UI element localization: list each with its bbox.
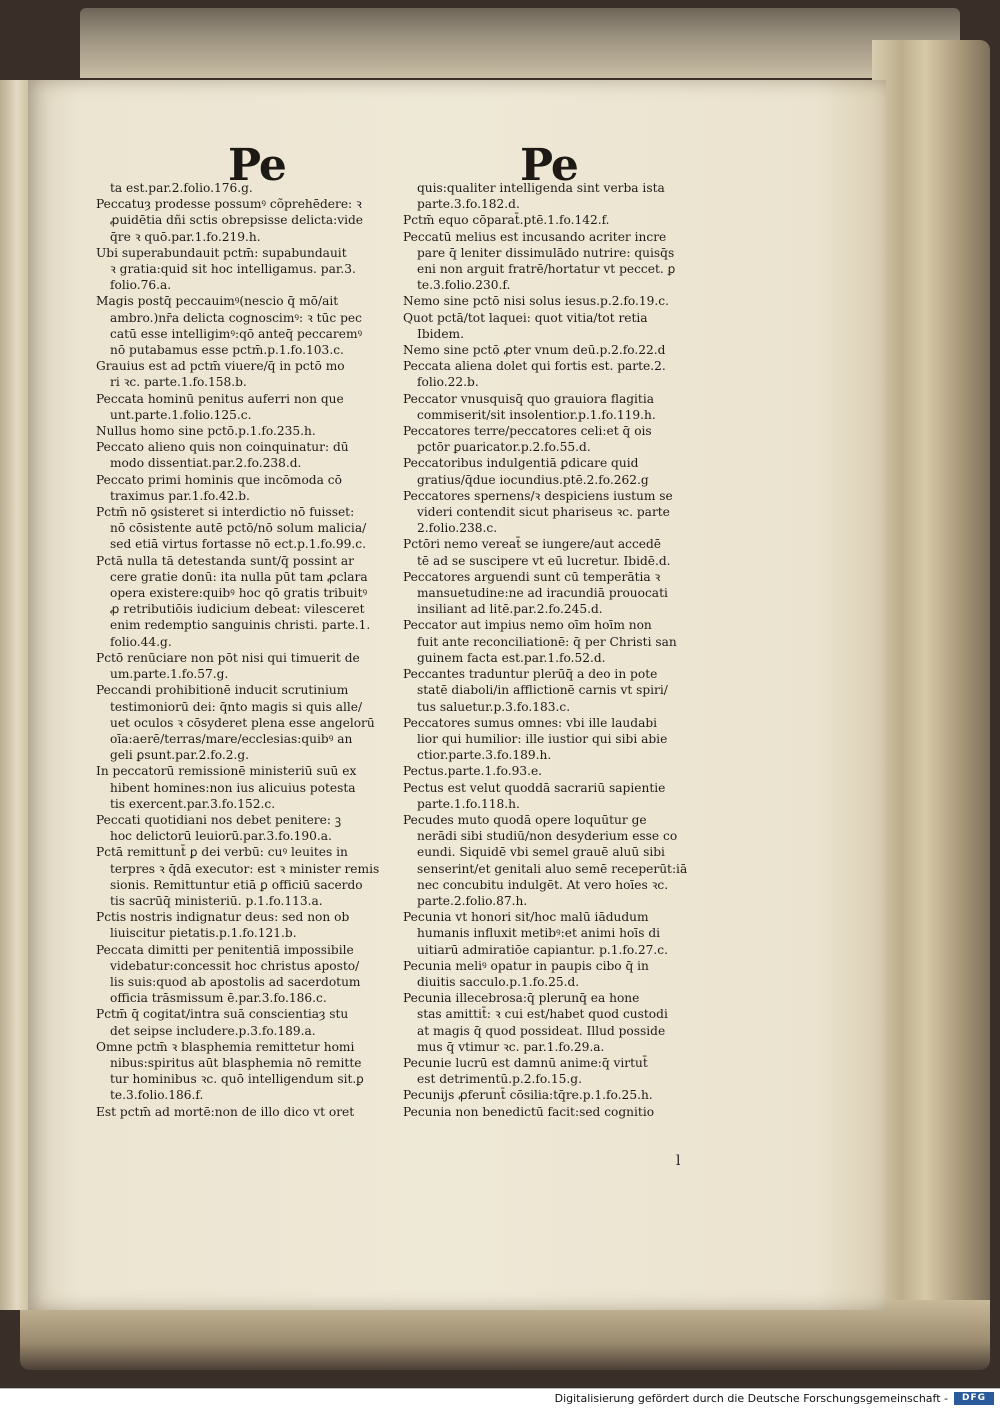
index-line: enim redemptio sanguinis christi. parte.1.: [110, 618, 371, 633]
index-line: Omne pctm̄ ꝛ blasphemia remittetur homi: [96, 1039, 355, 1054]
index-line: Pctis nostris indignatur deus: sed non ob: [96, 910, 350, 925]
index-line: folio.76.a.: [110, 278, 172, 293]
index-line: Pctō renūciare non pōt nisi qui timuerit de: [96, 650, 360, 665]
index-line: Peccati quotidiani nos debet penitere: ꝫ: [96, 812, 342, 827]
index-line: nō putabamus esse pctm̄.p.1.fo.103.c.: [110, 343, 344, 358]
funding-credit: Digitalisierung gefördert durch die Deutsche Forschungsgemeinschaft -: [554, 1392, 948, 1405]
index-line: parte.3.fo.182.d.: [417, 197, 520, 212]
index-line: Magis postq̄ peccauimꝰ(nescio q̄ mō/ait: [96, 294, 339, 309]
index-line: hibent homines:non ius alicuius potesta: [110, 780, 356, 795]
index-line: Peccatoribus indulgentiā ꝑdicare quid: [403, 456, 639, 471]
index-line: eundi. Siquidē vbi semel grauē aluū sibi: [417, 845, 665, 860]
index-line: Nemo sine pctō nisi solus iesus.p.2.fo.19.c.: [403, 294, 669, 309]
signature-mark: l: [676, 1153, 681, 1169]
index-line: geli ꝑsunt.par.2.fo.2.g.: [110, 748, 250, 763]
index-line: Pctm̄ equo cōparat̄.ptē.1.fo.142.f.: [403, 213, 610, 228]
index-line: Peccatū melius est incusando acriter incre: [403, 229, 667, 244]
index-line: guinem facta est.par.1.fo.52.d.: [417, 650, 606, 665]
index-line: Est pctm̄ ad mortē:non de illo dico vt oret: [96, 1104, 355, 1119]
index-line: tē ad se suscipere vt eū lucretur. Ibidē.d.: [417, 553, 671, 568]
index-line: Grauius est ad pctm̄ viuere/q̄ in pctō mo: [96, 359, 345, 374]
index-line: cere gratie donū: ita nulla pūt tam ꝓclara: [110, 569, 368, 584]
index-line: te.3.folio.186.f.: [110, 1088, 204, 1103]
index-line: Pctm̄ nō ꝯsisteret si interdictio nō fuisset:: [96, 505, 355, 520]
index-line: Nemo sine pctō ꝓter vnum deū.p.2.fo.22.d: [403, 343, 666, 358]
index-line: ambro.)nr̄a delicta cognoscimꝰ: ꝛ tūc pec: [110, 310, 362, 325]
index-line: Nullus homo sine pctō.p.1.fo.235.h.: [96, 424, 316, 439]
index-line: Pecunia vt honori sit/hoc malū iādudum: [403, 910, 649, 925]
index-line: um.parte.1.fo.57.g.: [110, 667, 229, 682]
column-heading-right: Pe: [520, 140, 578, 191]
index-line: uitiarū admiratiōe capiantur. p.1.fo.27.c.: [417, 942, 668, 957]
index-line: lior qui humilior: ille iustior qui sibi abie: [417, 731, 668, 746]
index-line: traximus par.1.fo.42.b.: [110, 488, 250, 503]
dfg-logo: DFG: [954, 1392, 994, 1405]
index-line: Peccatuȝ prodesse possumꝰ cõprehēdere: ꝛ: [96, 197, 362, 212]
index-line: quis:qualiter intelligenda sint verba ista: [417, 181, 665, 195]
index-line: Peccata dimitti per penitentiā impossibile: [96, 942, 354, 957]
index-line: eni non arguit fratrē/hortatur vt peccet. ꝑ: [417, 262, 676, 277]
index-line: ꝓ retributiōis iudicium debeat: vilesceret: [110, 602, 365, 617]
index-line: diuitis sacculo.p.1.fo.25.d.: [417, 974, 580, 989]
index-line: folio.44.g.: [110, 634, 172, 649]
left-page-edge: [0, 80, 28, 1310]
index-line: Peccata aliena dolet qui fortis est. parte.2.: [403, 359, 666, 374]
index-line: est detrimentū.p.2.fo.15.g.: [417, 1072, 582, 1087]
index-line: humanis influxit metibꝰ:et animi hoīs di: [417, 926, 661, 941]
index-line: videri contendit sicut phariseus ꝛc. parte: [417, 505, 670, 520]
index-line: parte.2.folio.87.h.: [417, 893, 528, 908]
index-line: hoc delictorū leuiorū.par.3.fo.190.a.: [110, 829, 332, 844]
index-line: lis suis:quod ab apostolis ad sacerdotum: [110, 974, 361, 989]
index-line: videbatur:concessit hoc christus aposto/: [110, 958, 360, 973]
index-line: opera existere:quibꝰ hoc qō gratis tribuitꝰ: [110, 586, 368, 601]
index-line: Peccato primi hominis que incōmoda cō: [96, 472, 342, 487]
index-line: det seipse includere.p.3.fo.189.a.: [110, 1023, 316, 1038]
index-line: 2.folio.238.c.: [417, 521, 498, 536]
index-column-right: [403, 180, 708, 1120]
index-line: Pecunie lucrū est damnū anime:q̄ virtut̄: [403, 1055, 648, 1070]
index-line: te.3.folio.230.f.: [417, 278, 511, 293]
index-line: nibus:spiritus aūt blasphemia nō remitte: [110, 1055, 362, 1070]
index-line: modo dissentiat.par.2.fo.238.d.: [110, 456, 302, 471]
index-line: Quot pctā/tot laquei: quot vitia/tot retia: [403, 310, 648, 325]
index-line: pare q̄ leniter dissimulādo nutrire: quisq̄s: [417, 245, 675, 260]
index-line: Peccato alieno quis non coinquinatur: dū: [96, 440, 349, 455]
book-top-edge: [80, 8, 960, 78]
index-line: Peccantes traduntur plerūq̄ a deo in pote: [403, 667, 658, 682]
index-line: fuit ante reconciliationē: q̄ per Christi san: [417, 634, 677, 649]
index-line: nec concubitu indulgēt. At vero hoīes ꝛc.: [417, 877, 669, 892]
index-line: ꝛ gratia:quid sit hoc intelligamus. par.3.: [110, 262, 356, 277]
index-line: sed etiā virtus fortasse nō ect.p.1.fo.99.c.: [110, 537, 366, 552]
index-line: nō cōsistente autē pctō/nō solum malicia/: [110, 521, 367, 536]
index-line: testimoniorū dei: q̄nto magis si quis alle/: [110, 699, 363, 714]
index-line: nerādi sibi studiū/non desyderium esse co: [417, 829, 678, 844]
index-line: ri ꝛc. parte.1.fo.158.b.: [110, 375, 247, 390]
index-line: ctior.parte.3.fo.189.h.: [417, 748, 552, 763]
index-line: commiserit/sit insolentior.p.1.fo.119.h.: [417, 407, 656, 422]
index-line: stas amittit̄: ꝛ cui est/habet quod custodi: [417, 1007, 668, 1022]
index-line: ꝓuidētia dñi sctis obrepsisse delicta:vide: [110, 213, 363, 228]
index-line: Peccatores terre/peccatores celi:et q̄ ois: [403, 424, 652, 439]
index-line: Peccatores spernens/ꝛ despiciens iustum se: [403, 488, 673, 503]
index-line: officia trāsmissum ē.par.3.fo.186.c.: [110, 991, 327, 1006]
index-line: Pecunia non benedictū facit:sed cognitio: [403, 1104, 655, 1119]
index-line: Ibidem.: [417, 326, 464, 341]
index-line: q̄re ꝛ quō.par.1.fo.219.h.: [110, 229, 261, 244]
index-line: liuiscitur pietatis.p.1.fo.121.b.: [110, 926, 297, 941]
index-line: Peccatores sumus omnes: vbi ille laudabi: [403, 715, 658, 730]
index-line: Ubi superabundauit pctm̄: supabundauit: [96, 245, 347, 260]
index-line: Peccator vnusquisq̄ quo grauiora flagitia: [403, 391, 654, 406]
index-line: at magis q̄ quod possideat. Illud posside: [417, 1023, 666, 1038]
index-line: parte.1.fo.118.h.: [417, 796, 520, 811]
index-line: senserint/et genitali aluo semē receperūt:iā: [417, 861, 688, 876]
index-line: tur hominibus ꝛc. quō intelligendum sit.ꝑ: [110, 1072, 364, 1087]
index-line: Pecunia meliꝰ opatur in paupis cibo q̄ in: [403, 958, 649, 973]
index-line: Peccandi prohibitionē inducit scrutinium: [96, 683, 349, 698]
index-line: Peccatores arguendi sunt cū temperātia ꝛ: [403, 569, 661, 584]
index-line: tus saluetur.p.3.fo.183.c.: [417, 699, 571, 714]
index-line: statē diaboli/in afflictionē carnis vt spiri/: [417, 683, 668, 698]
index-line: oīa:aerē/terras/mare/ecclesias:quibꝰ an: [110, 731, 353, 746]
index-line: Pctm̄ q̄ cogitat/intra suā conscientiaȝ stu: [96, 1007, 349, 1022]
index-line: tis sacrūq̄ ministeriū. p.1.fo.113.a.: [110, 893, 323, 908]
index-line: Pctā nulla tā detestanda sunt/q̄ possint ar: [96, 553, 354, 568]
index-line: mus q̄ vtimur ꝛc. par.1.fo.29.a.: [417, 1039, 605, 1054]
index-line: ta est.par.2.folio.176.g.: [110, 181, 253, 195]
index-line: gratius/q̄due iocundius.ptē.2.fo.262.g: [417, 472, 649, 487]
index-line: Pctōri nemo vereat̄ se iungere/aut accedē: [403, 537, 661, 552]
index-line: Pecudes muto quodā opere loquūtur ge: [403, 812, 647, 827]
book-page: [28, 80, 886, 1310]
index-line: Peccata hominū penitus auferri non que: [96, 391, 344, 406]
index-line: Pectus.parte.1.fo.93.e.: [403, 764, 543, 779]
index-line: folio.22.b.: [417, 375, 479, 390]
index-line: Pecunia illecebrosa:q̄ plerunq̄ ea hone: [403, 991, 640, 1006]
index-line: mansuetudine:ne ad iracundiā prouocati: [417, 586, 668, 601]
index-line: unt.parte.1.folio.125.c.: [110, 407, 252, 422]
index-line: uet oculos ꝛ cōsyderet plena esse angelorū: [110, 715, 375, 730]
index-line: In peccatorū remissionē ministeriū suū ex: [96, 764, 357, 779]
index-line: Peccator aut impius nemo oīm hoīm non: [403, 618, 652, 633]
index-line: terpres ꝛ q̄dā executor: est ꝛ minister remis: [110, 861, 380, 876]
book-fore-edge: [872, 40, 990, 1340]
column-heading-left: Pe: [228, 140, 286, 191]
index-line: insiliant ad litē.par.2.fo.245.d.: [417, 602, 603, 617]
index-line: Pectus est velut quoddā sacrariū sapientie: [403, 780, 666, 795]
index-line: Pctā remittunt̄ ꝑ dei verbū: cuꝰ leuites in: [96, 845, 348, 860]
index-line: pctōr ꝑuaricator.p.2.fo.55.d.: [417, 440, 591, 455]
index-line: tis exercent.par.3.fo.152.c.: [110, 796, 276, 811]
index-line: catū esse intelligimꝰ:qō anteq̄ peccaremꝰ: [110, 326, 363, 341]
footer-bar: [0, 1388, 1000, 1409]
index-line: sionis. Remittuntur etiā ꝑ officiū sacerdo: [110, 877, 363, 892]
index-column-left: [96, 180, 396, 1120]
book-bottom-edge: [20, 1300, 990, 1370]
index-line: Pecunijs ꝓferunt̄ cōsilia:tq̄re.p.1.fo.25.h.: [403, 1088, 653, 1103]
